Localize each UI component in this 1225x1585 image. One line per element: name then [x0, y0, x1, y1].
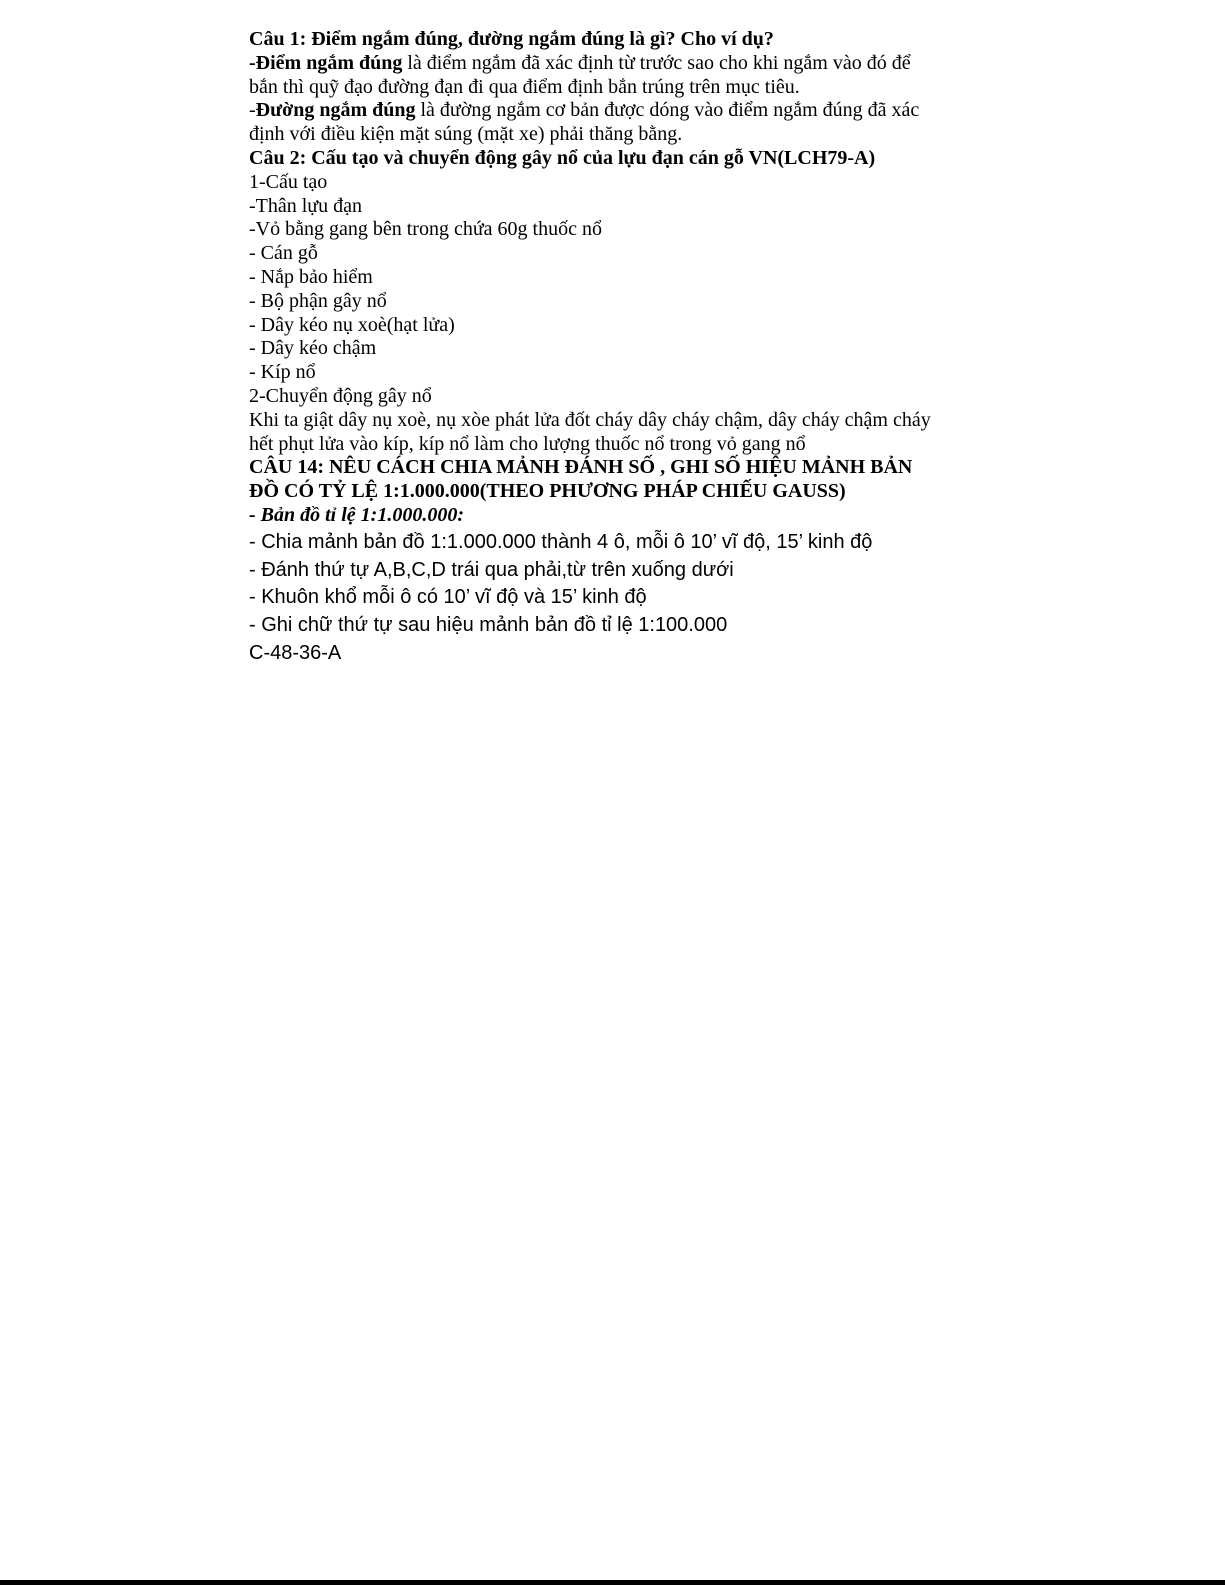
motion-text-continued: hết phụt lửa vào kíp, kíp nổ làm cho lượng thuốc nổ trong vỏ gang nổ: [249, 432, 806, 455]
list-item: - Dây kéo nụ xoè(hạt lửa): [249, 313, 455, 336]
list-item: - Kíp nổ: [249, 361, 316, 384]
page-bottom-border: [0, 1580, 1225, 1585]
question-2-title: Câu 2: Cấu tạo và chuyển động gây nổ của lựu đạn cán gỗ VN(LCH79-A): [249, 146, 876, 169]
list-item: - Nắp bảo hiểm: [249, 265, 373, 288]
list-item: - Đánh thứ tự A,B,C,D trái qua phải,từ trên xuống dưới: [249, 558, 734, 581]
term-aiming-line: Đường ngắm đúng: [255, 99, 416, 122]
definition-aiming-point: [249, 52, 979, 76]
structure-heading: 1-Cấu tạo: [249, 170, 328, 193]
definition-aiming-line: [249, 99, 979, 123]
list-item: -Thân lựu đạn: [249, 194, 363, 217]
parts-list: [249, 195, 979, 385]
definition-dash: -: [249, 99, 256, 122]
list-item: - Ghi chữ thứ tự sau hiệu mảnh bản đồ tỉ lệ 1:100.000: [249, 614, 728, 637]
list-item: - Dây kéo chậm: [249, 337, 377, 360]
list-item: - Chia mảnh bản đồ 1:1.000.000 thành 4 ô, mỗi ô 10’ vĩ độ, 15’ kinh độ: [249, 530, 873, 553]
map-sheet-code: C-48-36-A: [249, 641, 342, 664]
definition-aiming-point-text: là điểm ngắm đã xác định từ trước sao cho khi ngắm vào đó để: [402, 51, 911, 74]
map-division-list: [249, 529, 979, 668]
definition-aiming-line-continued: định với điều kiện mặt súng (mặt xe) phải thăng bằng.: [249, 123, 683, 146]
motion-heading: 2-Chuyển động gây nổ: [249, 384, 432, 407]
definition-aiming-point-continued: bắn thì quỹ đạo đường đạn đi qua điểm định bắn trúng trên mục tiêu.: [249, 75, 800, 98]
list-item: - Cán gỗ: [249, 242, 318, 265]
question-14-title: CÂU 14: NÊU CÁCH CHIA MẢNH ĐÁNH SỐ , GHI SỐ HIỆU MẢNH BẢN: [249, 456, 913, 479]
question-1-title: Câu 1: Điểm ngắm đúng, đường ngắm đúng là gì? Cho ví dụ?: [249, 28, 774, 50]
list-item: - Khuôn khổ mỗi ô có 10’ vĩ độ và 15’ kinh độ: [249, 586, 647, 609]
list-item: -Vỏ bằng gang bên trong chứa 60g thuốc nổ: [249, 218, 602, 241]
term-aiming-point: -Điểm ngắm đúng: [249, 51, 403, 74]
map-scale-subheading: - Bản đồ tỉ lệ 1:1.000.000:: [249, 503, 464, 526]
document-page: [249, 28, 979, 668]
motion-text: Khi ta giật dây nụ xoè, nụ xòe phát lửa đốt cháy dây cháy chậm, dây cháy chậm cháy: [249, 408, 931, 431]
definition-aiming-line-text: là đường ngắm cơ bản được dóng vào điểm ngắm đúng đã xác: [415, 99, 920, 122]
list-item: - Bộ phận gây nổ: [249, 289, 387, 312]
question-14-title-continued: ĐỒ CÓ TỶ LỆ 1:1.000.000(THEO PHƯƠNG PHÁP CHIẾU GAUSS): [249, 480, 846, 503]
